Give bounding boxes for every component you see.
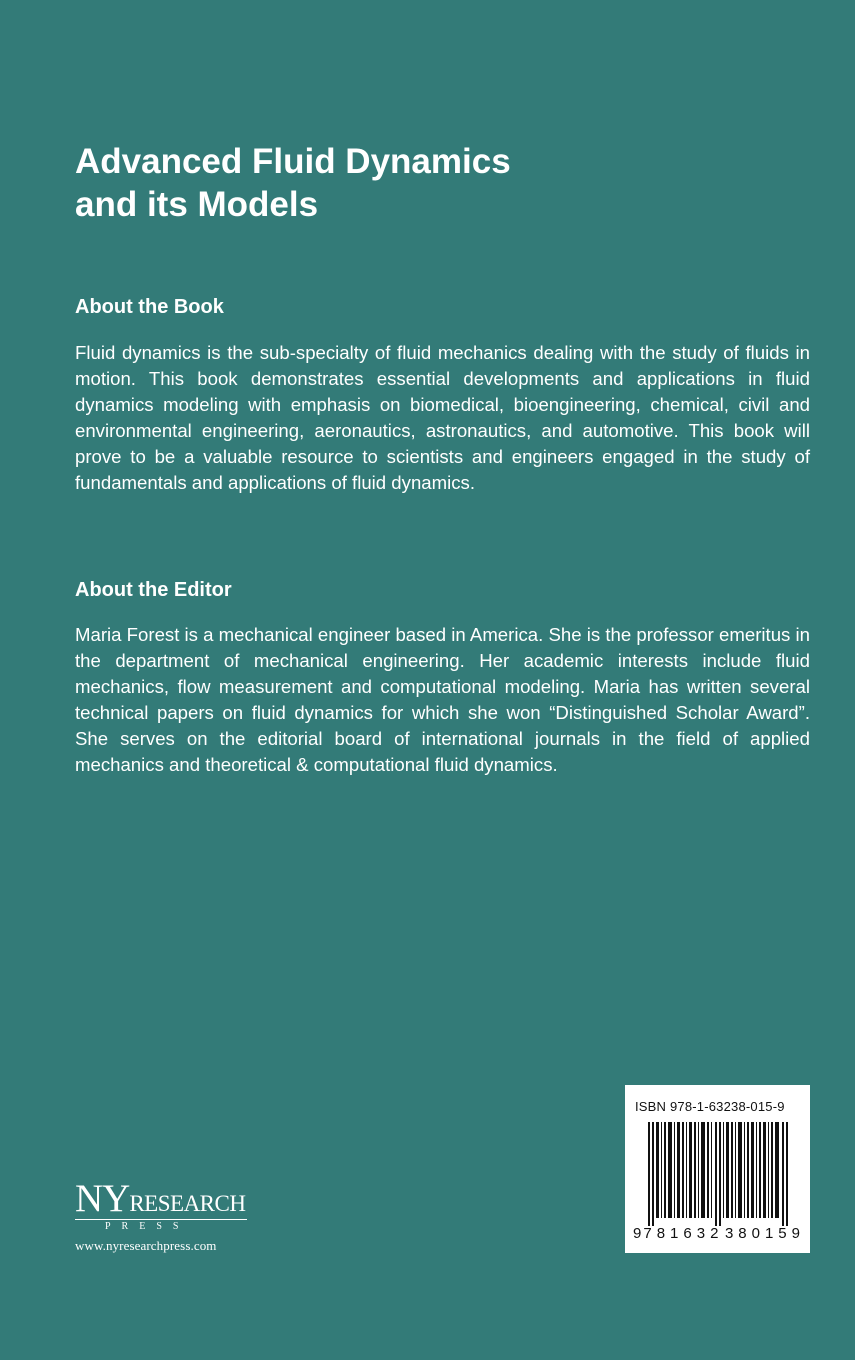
book-title-line-1: Advanced Fluid Dynamics (75, 142, 511, 181)
logo-ny: NY (75, 1177, 130, 1220)
about-book-heading: About the Book (75, 296, 224, 318)
barcode-digit-first: 9 (633, 1225, 642, 1242)
barcode-icon (648, 1122, 790, 1226)
barcode-digits-right: 380159 (724, 1225, 805, 1242)
book-title (75, 140, 775, 226)
logo-press: PRESS (105, 1221, 190, 1232)
publisher-logo (75, 1177, 255, 1254)
publisher-url: www.nyresearchpress.com (75, 1238, 217, 1253)
isbn-label: ISBN 978-1-63238-015-9 (635, 1099, 785, 1114)
about-editor-heading: About the Editor (75, 579, 232, 601)
book-title-line-2: and its Models (75, 185, 319, 224)
barcode-digits (633, 1225, 805, 1242)
isbn-barcode-box (625, 1085, 810, 1253)
barcode-digits-left: 781632 (643, 1225, 724, 1242)
logo-research: RESEARCH (129, 1191, 246, 1216)
about-editor-text: Maria Forest is a mechanical engineer based in America. She is the professor emeritus in the department of mechanical engineering. Her academic interests include fluid mechanics, flow measurement and computational modeling. Maria has written several technical papers on fluid dynamics for which she won “Distinguished Scholar Award”. She serves on the editorial board of international journals in the field of applied mechanics and theoretical & computational fluid dynamics. (75, 624, 810, 775)
about-book-text: Fluid dynamics is the sub-specialty of fluid mechanics dealing with the study of fluids in motion. This book demonstrates essential developments and applications in fluid dynamics modeling with emphasis on biomedical, bioengineering, chemical, civil and environmental engineering, aeronautics, astronautics, and automotive. This book will prove to be a valuable resource to scientists and engineers engaged in the study of fundamentals and applications of fluid dynamics. (75, 342, 810, 493)
